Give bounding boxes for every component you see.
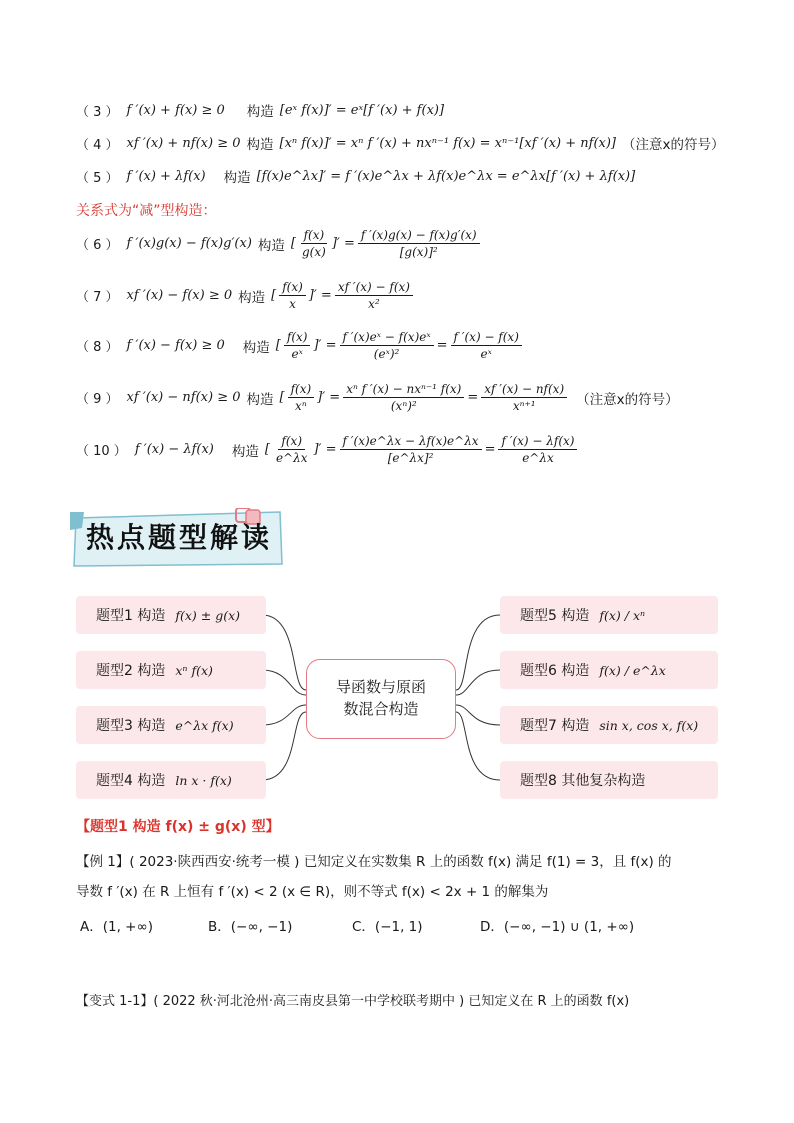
formula-6: （ 6 ） f ′(x)g(x) − f(x)g′(x) 构造 [ $\frac{f(x)}{g(x)}$ ]′ = $\frac{f '(x)g(x) - f(x)g'(x)}{\text{[g(x)]²}}$ (76, 228, 483, 259)
fraction: $\frac{f '(x)g(x) - f(x)g'(x)}{\text{[g(x)]²}}$ (358, 228, 480, 259)
formula-8: （ 8 ） f ′(x) − f(x) ≥ 0 构造 [ $\frac{f(x)}{\text{eˣ}}$ ]′ = $\frac{\text{f ′(x)eˣ − f(x)eˣ}}{\text{(eˣ)²}}$ = $\frac{f '(x) - f(x)}{\text{eˣ}}$ (76, 330, 525, 361)
option-c: C．(−1, 1) (352, 919, 423, 935)
formula-7: （ 7 ） xf ′(x) − f(x) ≥ 0 构造 [ $\frac{f(x)}{x}$ ]′ = $\frac{xf '(x) - f(x)}{\text{x²}}$ (76, 280, 416, 311)
example-1-line1: 【例 1】( 2023·陕西西安·统考一模 ) 已知定义在实数集 R 上的函数 f(x) 满足 f(1) = 3，且 f(x) 的 (76, 854, 672, 870)
subtraction-heading: 关系式为“减”型构造： (76, 203, 217, 219)
fraction: $\frac{\text{xⁿ f ′(x) − nxⁿ⁻¹ f(x)}}{\text{(xⁿ)²}}$ (343, 382, 464, 413)
mindmap-node-type4: 题型4 构造 ln x · f(x) (76, 761, 266, 799)
mindmap-node-type7: 题型7 构造 sin x, cos x, f(x) (500, 706, 718, 744)
fraction: $\frac{f(x)}{\text{xⁿ}}$ (288, 382, 315, 413)
fraction: $\frac{f '(x)e\^{}\lambda x - \lambda f(x)e\^{}\lambda x}{\text{[e\textasciicircum{}λx]²}}$ (340, 434, 482, 465)
fraction: $\frac{f(x)}{g(x)}$ (302, 228, 326, 259)
fraction: $\frac{\text{f ′(x)eˣ − f(x)eˣ}}{\text{(eˣ)²}}$ (340, 330, 434, 361)
fraction: $\frac{f '(x) - \lambda f(x)}{e\^{}\lambda x}$ (498, 434, 577, 465)
example-1-line2: 导数 f ′(x) 在 R 上恒有 f ′(x) < 2 (x ∈ R)，则不等式 f(x) < 2x + 1 的解集为 (76, 884, 549, 900)
section-heading: 【题型1 构造 f(x) ± g(x) 型】 (76, 819, 280, 835)
fraction: $\frac{xf '(x) - nf(x)}{\text{xⁿ⁺¹}}$ (481, 382, 567, 413)
option-d: D．(−∞, −1) ∪ (1, +∞) (480, 919, 635, 935)
option-b: B．(−∞, −1) (208, 919, 293, 935)
banner-title: 热点题型解读 (86, 521, 273, 554)
formula-9: （ 9 ） xf ′(x) − nf(x) ≥ 0 构造 [ $\frac{f(x)}{\text{xⁿ}}$ ]′ = $\frac{\text{xⁿ f ′(x) − nxⁿ⁻¹ f(x)}}{\text{(xⁿ)²}}$ = $\frac{xf '(x) - nf(x)}{\text{xⁿ⁺¹}}$ （注意x的符号） (76, 382, 679, 413)
fraction: $\frac{f '(x) - f(x)}{\text{eˣ}}$ (451, 330, 522, 361)
fraction: $\frac{f(x)}{e\^{}\lambda x}$ (275, 434, 308, 465)
mindmap-center: 导函数与原函 数混合构造 (306, 659, 456, 739)
formula-5: （ 5 ） f ′(x) + λf(x) 构造 [f(x)e^λx]′ = f ′(x)e^λx + λf(x)e^λx = e^λx[f ′(x) + λf(x)] (76, 168, 636, 186)
mindmap-node-type6: 题型6 构造 f(x) / e^λx (500, 651, 718, 689)
formula-3: （ 3 ） f ′(x) + f(x) ≥ 0 构造 [eˣ f(x)]′ = eˣ[f ′(x) + f(x)] (76, 102, 445, 120)
mindmap-node-type8: 题型8 其他复杂构造 (500, 761, 718, 799)
fraction: $\frac{f(x)}{\text{eˣ}}$ (284, 330, 311, 361)
formula-10: （ 10 ） f ′(x) − λf(x) 构造 [ $\frac{f(x)}{e\^{}\lambda x}$ ]′ = $\frac{f '(x)e\^{}\lambda x - \lambda f(x)e\^{}\lambda x}{\text{[e\textasciicircum{}λx]²}}$ = $\frac{f '(x) - \lambda f(x)}{e\^{}\lambda x}$ (76, 434, 580, 465)
variant-1-1: 【变式 1-1】( 2022 秋·河北沧州·高三南皮县第一中学校联考期中 ) 已知定义在 R 上的函数 f(x) (76, 994, 630, 1009)
formula-4: （ 4 ） xf ′(x) + nf(x) ≥ 0 构造 [xⁿ f(x)]′ = xⁿ f ′(x) + nxⁿ⁻¹ f(x) = xⁿ⁻¹[xf ′(x) + nf(x)] （注意x的符号） (76, 135, 725, 153)
mindmap-node-type5: 题型5 构造 f(x) / xⁿ (500, 596, 718, 634)
mindmap-node-type3: 题型3 构造 e^λx f(x) (76, 706, 266, 744)
fraction: $\frac{f(x)}{x}$ (279, 280, 306, 311)
mindmap-node-type2: 题型2 构造 xⁿ f(x) (76, 651, 266, 689)
option-a: A．(1, +∞) (80, 919, 153, 935)
fraction: $\frac{xf '(x) - f(x)}{\text{x²}}$ (335, 280, 413, 311)
mindmap-node-type1: 题型1 构造 f(x) ± g(x) (76, 596, 266, 634)
